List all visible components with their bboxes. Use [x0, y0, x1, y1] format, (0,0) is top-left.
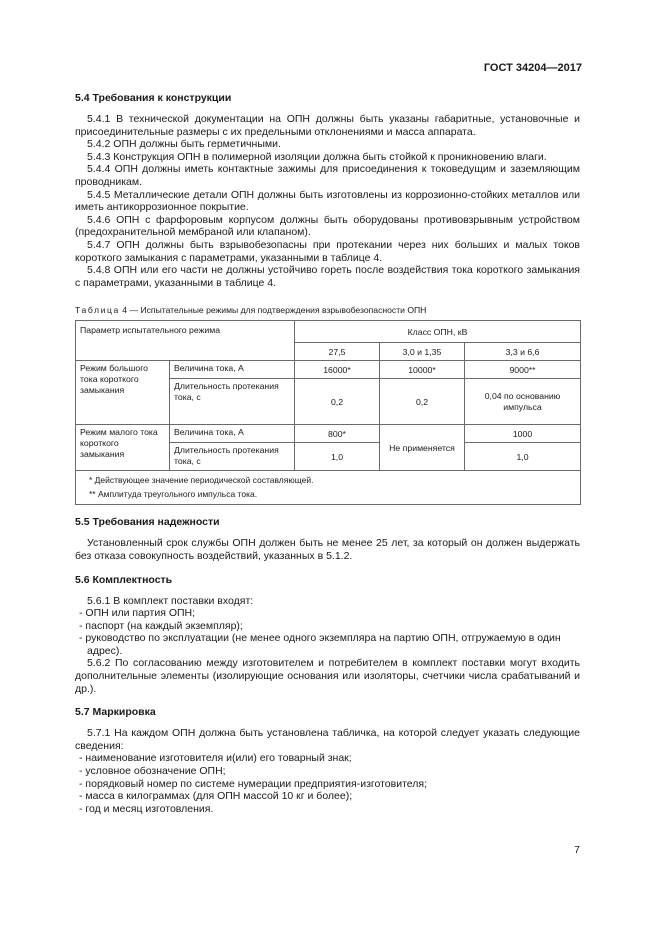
table-footnote-2: ** Амплитуда треугольного импульса тока.	[89, 488, 258, 499]
value-cell: 0,2	[380, 379, 465, 425]
section-title: 5.5 Требования надежности	[75, 516, 220, 529]
paragraph-5-4-3: 5.4.3 Конструкция ОПН в полимерной изоляции должна быть стойкой к проникновению влаги.	[87, 150, 547, 163]
table-row	[76, 361, 581, 379]
explosion-safety-table	[75, 320, 581, 505]
section-5-5	[75, 516, 580, 562]
paragraph-5-6-2: 5.6.2 По согласованию между изготовителем и потребителем в комплект поставки могут входить дополнительные элементы (изолирующие основания или изоляторы, счетчики числа срабатываний и др.).	[75, 657, 580, 695]
mode-cell: Режим большого тока короткого замыкания	[76, 361, 170, 425]
header-class-1: 27,5	[295, 343, 380, 361]
table-caption	[75, 305, 580, 315]
table-notes	[76, 471, 581, 505]
value-cell: 0,04 по основанию импульса	[465, 379, 581, 425]
marking-list	[75, 752, 580, 815]
param-cell: Величина тока, А	[170, 425, 295, 443]
section-5-7	[75, 706, 580, 815]
value-cell: 1,0	[295, 443, 380, 471]
header-class-2: 3,0 и 1,35	[380, 343, 465, 361]
header-param: Параметр испытательного режима	[76, 321, 295, 361]
paragraph-5-4-5: 5.4.5 Металлические детали ОПН должны быть изготовлены из коррозионно-стойких металлов или иметь антикоррозионное покрытие.	[75, 188, 580, 214]
list-item: - условное обозначение ОПН;	[79, 765, 226, 778]
not-applicable-cell: Не применяется	[380, 425, 465, 471]
paragraph-5-5: Установленный срок службы ОПН должен быть не менее 25 лет, за который он должен выдержать без отказа совокупность воздействий, указанных в 5.1.2.	[75, 537, 580, 562]
table-caption-label: Таблица	[75, 305, 120, 316]
value-cell: 1000	[465, 425, 581, 443]
list-item: - год и месяц изготовления.	[79, 802, 214, 815]
paragraph-5-4-7: 5.4.7 ОПН должны быть взрывобезопасны при протекании через них больших и малых токов короткого замыкания с параметрами, указанными в таблице 4.	[75, 238, 580, 264]
list-item: - руководство по эксплуатации (не менее одного экземпляра на партию ОПН, отгружаемую в один адрес).	[79, 632, 561, 657]
page-number: 7	[574, 844, 580, 856]
mode-cell: Режим малого тока короткого замыкания	[76, 425, 170, 471]
value-cell: 1,0	[465, 443, 581, 471]
section-5-4	[75, 92, 580, 289]
header-class-3: 3,3 и 6,6	[465, 343, 581, 361]
table-caption-text: 4 — Испытательные режимы для подтверждения взрывобезопасности ОПН	[119, 305, 427, 316]
list-item: - паспорт (на каждый экземпляр);	[79, 619, 243, 632]
value-cell: 9000**	[465, 361, 581, 379]
delivery-list	[75, 607, 580, 657]
table-notes-row	[76, 471, 581, 505]
value-cell: 800*	[295, 425, 380, 443]
paragraph-5-4-2: 5.4.2 ОПН должны быть герметичными.	[87, 138, 281, 151]
header-class: Класс ОПН, кВ	[295, 321, 581, 343]
paragraph-5-4-8: 5.4.8 ОПН или его части не должны устойчиво гореть после воздействия тока короткого замыкания с параметрами, указанными в таблице 4.	[75, 264, 580, 289]
table-header-row	[76, 321, 581, 343]
section-title: 5.4 Требования к конструкции	[75, 92, 232, 104]
table-footnote-1: * Действующее значение периодической составляющей.	[89, 475, 314, 486]
section-5-6	[75, 574, 580, 696]
paragraph-5-7-1: 5.7.1 На каждом ОПН должна быть установлена табличка, на которой следует указать следующие сведения:	[75, 727, 580, 752]
value-cell: 16000*	[295, 361, 380, 379]
section-title: 5.6 Комплектность	[75, 573, 173, 586]
list-item: - масса в килограммах (для ОПН массой 10 кг и более);	[79, 790, 353, 803]
list-item: - наименование изготовителя и(или) его товарный знак;	[79, 752, 352, 765]
list-item: - ОПН или партия ОПН;	[79, 607, 196, 620]
doc-code-header: ГОСТ 34204—2017	[483, 62, 582, 74]
paragraph-5-4-4: 5.4.4 ОПН должны иметь контактные зажимы для присоединения к токоведущим и заземляющим проводникам.	[75, 163, 580, 188]
value-cell: 0,2	[295, 379, 380, 425]
param-cell: Длительность протекания тока, с	[170, 443, 295, 471]
section-title: 5.7 Маркировка	[75, 706, 156, 719]
paragraph-5-6-1: 5.6.1 В комплект поставки входят:	[87, 594, 254, 607]
param-cell: Величина тока, А	[170, 361, 295, 379]
paragraph-5-4-6: 5.4.6 ОПН с фарфоровым корпусом должны быть оборудованы противовзрывным устройством (предохранительной мембраной или клапаном).	[75, 213, 580, 239]
paragraph-5-4-1: 5.4.1 В технической документации на ОПН должны быть указаны габаритные, установочные и присоединительные размеры с их предельными отклонениями и масса аппарата.	[75, 113, 580, 138]
param-cell: Длительность протекания тока, с	[170, 379, 295, 425]
value-cell: 10000*	[380, 361, 465, 379]
page-content	[75, 92, 580, 815]
list-item: - порядковый номер по системе нумерации предприятия-изготовителя;	[79, 777, 427, 790]
table-row	[76, 425, 581, 443]
